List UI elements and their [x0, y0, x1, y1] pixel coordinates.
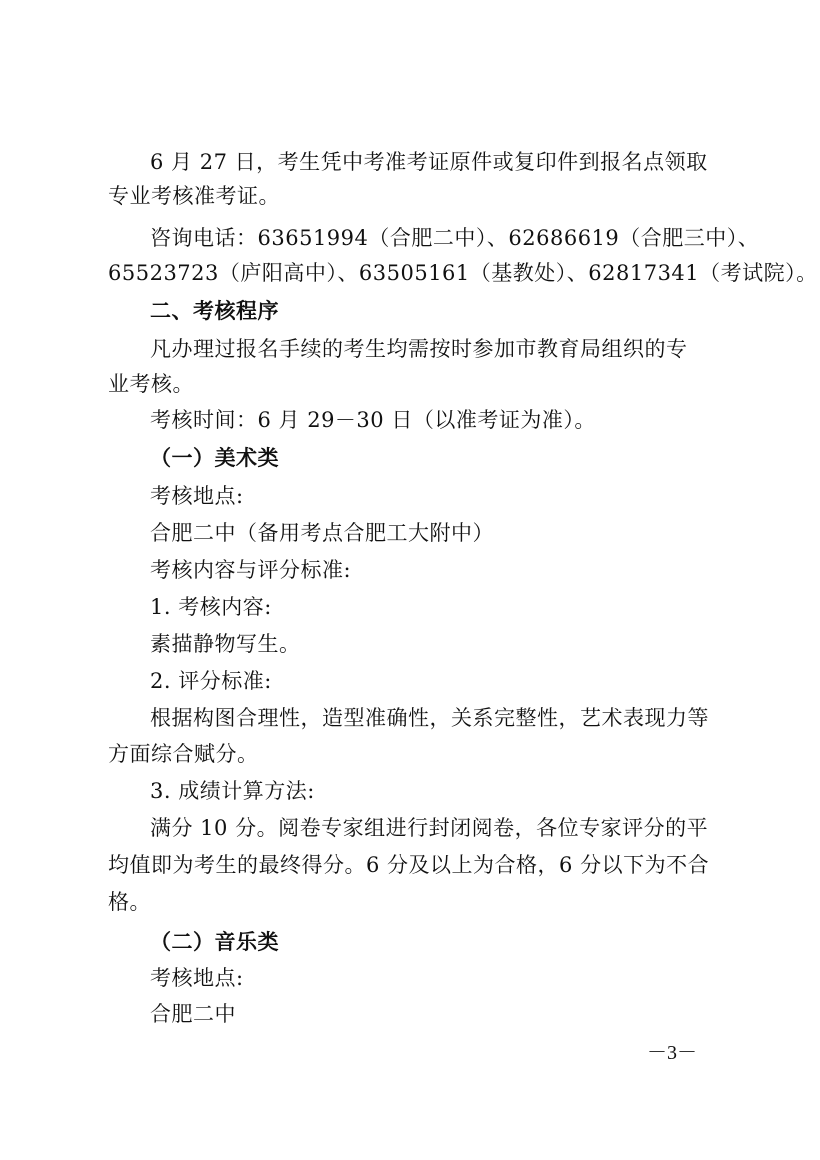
text-line: 65523723（庐阳高中）、63505161（基教处）、62817341（考试院）。	[108, 261, 818, 285]
section-heading: 二、考核程序	[150, 299, 279, 323]
page-number: －3－	[647, 1042, 697, 1064]
text-line: 业考核。	[108, 372, 194, 396]
text-line: 合肥二中（备用考点合肥工大附中）	[150, 521, 494, 545]
text-line: 素描静物写生。	[150, 632, 301, 656]
text-line: 根据构图合理性，造型准确性，关系完整性，艺术表现力等	[150, 706, 709, 730]
text-line: 考核时间：6 月 29－30 日（以准考证为准）。	[150, 408, 596, 432]
text-line: 方面综合赋分。	[108, 742, 259, 766]
text-line: 专业考核准考证。	[108, 184, 280, 208]
text-line: 1. 考核内容:	[150, 595, 272, 619]
text-line: 6 月 27 日，考生凭中考准考证原件或复印件到报名点领取	[150, 150, 708, 174]
text-line: 咨询电话：63651994（合肥二中）、62686619（合肥三中）、	[150, 226, 760, 250]
text-line: 2. 评分标准:	[150, 669, 272, 693]
text-line: 考核内容与评分标准:	[150, 558, 352, 582]
text-line: 考核地点:	[150, 484, 244, 508]
text-line: 满分 10 分。阅卷专家组进行封闭阅卷，各位专家评分的平	[150, 816, 709, 840]
text-line: 均值即为考生的最终得分。6 分及以上为合格，6 分以下为不合	[108, 853, 710, 877]
subsection-heading: （二）音乐类	[150, 930, 279, 954]
text-line: 格。	[108, 890, 151, 914]
text-line: 考核地点:	[150, 966, 244, 990]
text-line: 合肥二中	[150, 1002, 236, 1026]
subsection-heading: （一）美术类	[150, 446, 279, 470]
text-line: 凡办理过报名手续的考生均需按时参加市教育局组织的专	[150, 337, 688, 361]
text-line: 3. 成绩计算方法:	[150, 779, 315, 803]
